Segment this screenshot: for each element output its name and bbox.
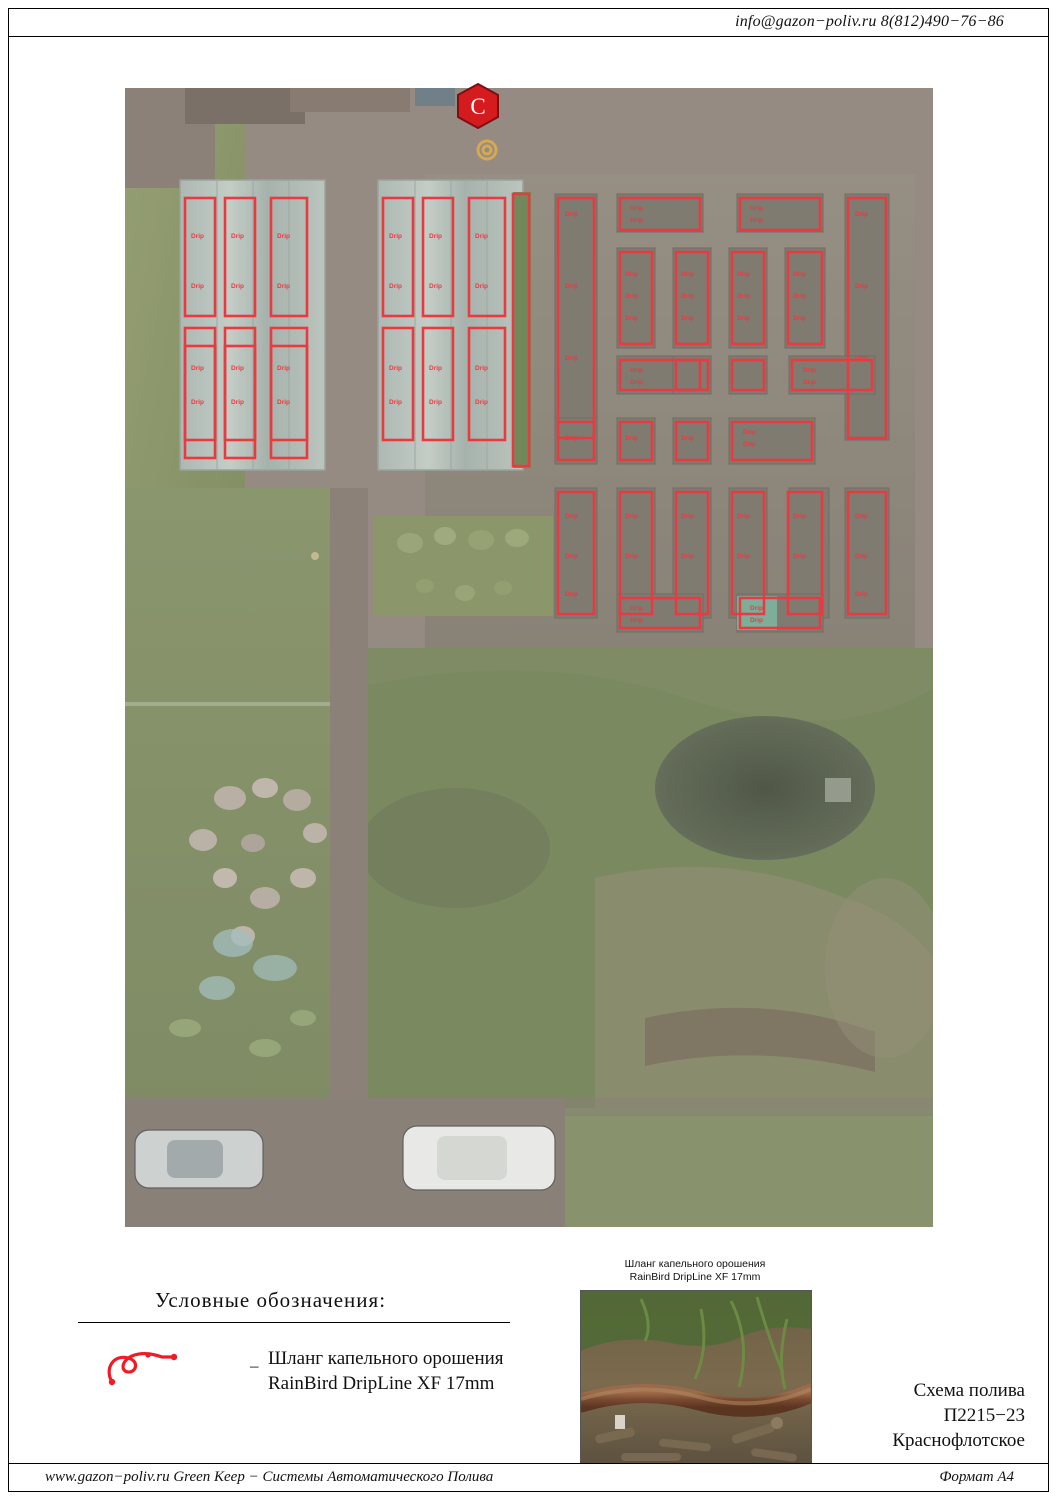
site-plan-image <box>125 88 933 1227</box>
svg-text:Drip: Drip <box>750 617 763 624</box>
svg-text:Drip: Drip <box>565 283 578 290</box>
legend-item-drip-hose <box>78 1336 548 1400</box>
svg-text:Drip: Drip <box>793 513 806 520</box>
svg-text:Drip: Drip <box>737 513 750 520</box>
svg-text:Drip: Drip <box>429 399 442 406</box>
svg-text:Drip: Drip <box>565 591 578 598</box>
legend-title: Условные обозначения: <box>155 1288 387 1312</box>
contact-info: info@gazon−poliv.ru 8(812)490−76−86 <box>735 13 1004 30</box>
svg-text:Drip: Drip <box>565 435 578 442</box>
photo-caption-line1: Шланг капельного орошения <box>624 1258 766 1270</box>
svg-text:Drip: Drip <box>855 513 868 520</box>
north-arrow-icon <box>455 82 501 134</box>
title-block <box>892 1378 1025 1453</box>
svg-text:Drip: Drip <box>277 283 290 290</box>
svg-text:Drip: Drip <box>191 283 204 290</box>
svg-text:Drip: Drip <box>389 365 402 372</box>
svg-text:Drip: Drip <box>231 283 244 290</box>
svg-text:Drip: Drip <box>793 293 806 300</box>
svg-text:Drip: Drip <box>475 399 488 406</box>
svg-text:Drip: Drip <box>277 399 290 406</box>
svg-text:Drip: Drip <box>793 315 806 322</box>
title-line-3: Краснофлотское <box>892 1430 1025 1451</box>
svg-text:Drip: Drip <box>565 211 578 218</box>
svg-text:Drip: Drip <box>630 617 643 624</box>
svg-text:Drip: Drip <box>737 315 750 322</box>
svg-text:Drip: Drip <box>681 315 694 322</box>
title-line-1: Схема полива <box>913 1380 1025 1401</box>
photo-caption <box>580 1258 810 1284</box>
svg-text:Drip: Drip <box>750 217 763 224</box>
svg-text:Drip: Drip <box>565 553 578 560</box>
svg-text:Drip: Drip <box>565 513 578 520</box>
svg-text:Drip: Drip <box>191 365 204 372</box>
svg-text:Drip: Drip <box>681 435 694 442</box>
footer-format-label: Формат А4 <box>939 1469 1014 1485</box>
svg-text:Drip: Drip <box>681 553 694 560</box>
legend-label-line2: RainBird DripLine XF 17mm <box>268 1373 495 1394</box>
svg-text:Drip: Drip <box>625 435 638 442</box>
svg-text:Drip: Drip <box>737 271 750 278</box>
svg-text:Drip: Drip <box>855 591 868 598</box>
svg-text:Drip: Drip <box>277 365 290 372</box>
svg-text:Drip: Drip <box>630 379 643 386</box>
sheet-header <box>9 9 1048 37</box>
svg-text:Drip: Drip <box>793 553 806 560</box>
svg-text:Drip: Drip <box>803 367 816 374</box>
legend-label-line1: Шланг капельного орошения <box>268 1348 504 1369</box>
svg-text:Drip: Drip <box>750 605 763 612</box>
svg-text:Drip: Drip <box>231 399 244 406</box>
svg-text:Drip: Drip <box>793 271 806 278</box>
svg-text:Drip: Drip <box>231 233 244 240</box>
svg-text:Drip: Drip <box>743 429 756 436</box>
svg-text:Drip: Drip <box>681 513 694 520</box>
svg-text:Drip: Drip <box>681 271 694 278</box>
footer-company-line: www.gazon−poliv.ru Green Keep − Системы Автоматического Полива <box>45 1469 494 1485</box>
svg-text:Drip: Drip <box>803 379 816 386</box>
sheet-footer <box>9 1463 1048 1491</box>
svg-text:Drip: Drip <box>855 553 868 560</box>
photo-caption-line2: RainBird DripLine XF 17mm <box>629 1271 761 1283</box>
svg-text:Drip: Drip <box>429 233 442 240</box>
north-label: C <box>470 94 486 119</box>
svg-text:Drip: Drip <box>277 233 290 240</box>
svg-text:Drip: Drip <box>743 441 756 448</box>
title-line-2: П2215−23 <box>943 1405 1025 1426</box>
drip-hose-photo <box>580 1290 812 1464</box>
svg-text:Drip: Drip <box>681 293 694 300</box>
svg-text:Drip: Drip <box>191 233 204 240</box>
svg-text:Drip: Drip <box>625 293 638 300</box>
svg-text:Drip: Drip <box>389 399 402 406</box>
svg-text:Drip: Drip <box>630 605 643 612</box>
svg-text:Drip: Drip <box>475 365 488 372</box>
svg-text:Drip: Drip <box>389 283 402 290</box>
svg-text:Drip: Drip <box>565 355 578 362</box>
svg-text:Drip: Drip <box>855 355 868 362</box>
drip-labels-layer <box>125 88 933 1227</box>
svg-text:Drip: Drip <box>737 553 750 560</box>
svg-text:Drip: Drip <box>191 399 204 406</box>
legend-dash: – <box>250 1356 259 1375</box>
legend-divider <box>78 1322 510 1323</box>
svg-text:Drip: Drip <box>630 367 643 374</box>
svg-text:Drip: Drip <box>750 205 763 212</box>
svg-text:Drip: Drip <box>630 217 643 224</box>
svg-text:Drip: Drip <box>855 283 868 290</box>
svg-text:Drip: Drip <box>429 365 442 372</box>
svg-text:Drip: Drip <box>625 553 638 560</box>
legend-label <box>268 1346 504 1396</box>
svg-text:Drip: Drip <box>475 283 488 290</box>
svg-text:Drip: Drip <box>625 513 638 520</box>
svg-text:Drip: Drip <box>625 315 638 322</box>
svg-text:Drip: Drip <box>625 271 638 278</box>
svg-text:Drip: Drip <box>231 365 244 372</box>
svg-text:Drip: Drip <box>737 293 750 300</box>
svg-text:Drip: Drip <box>429 283 442 290</box>
svg-text:Drip: Drip <box>475 233 488 240</box>
drip-hose-symbol-icon <box>100 1342 188 1392</box>
svg-text:Drip: Drip <box>855 211 868 218</box>
svg-text:Drip: Drip <box>630 205 643 212</box>
svg-text:Drip: Drip <box>389 233 402 240</box>
